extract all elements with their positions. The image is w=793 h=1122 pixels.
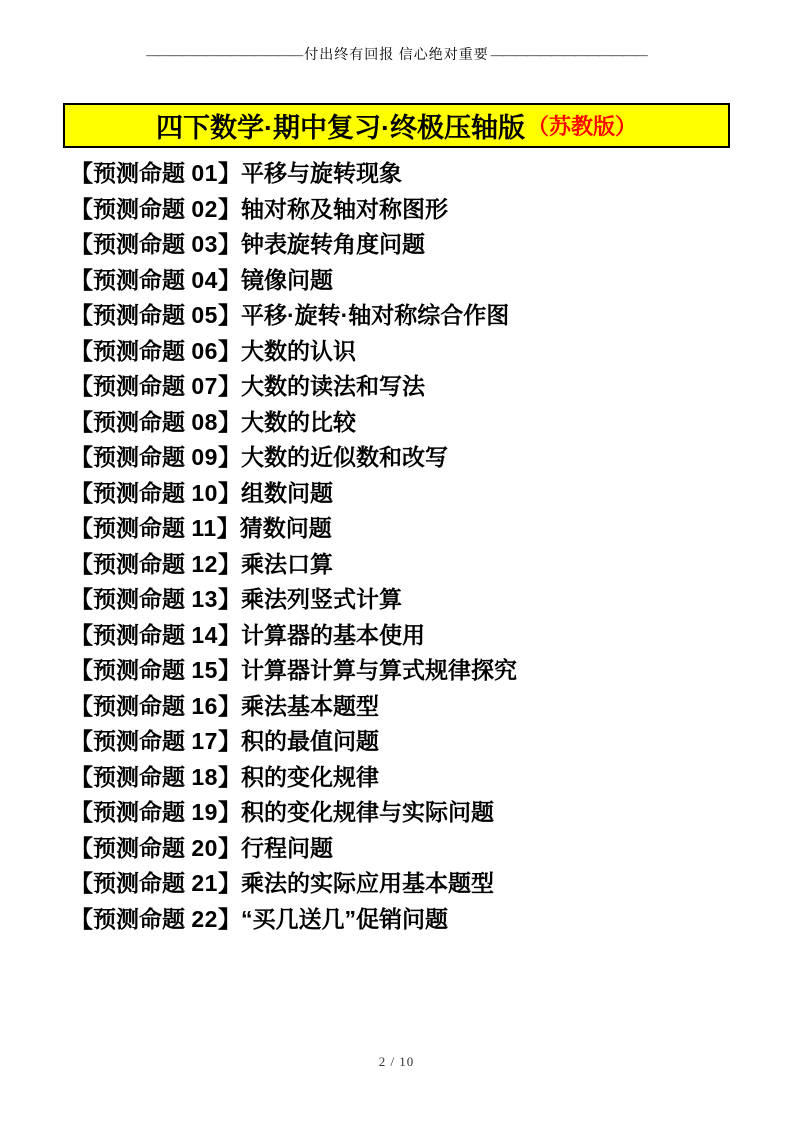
item-suffix: 】 (217, 266, 241, 293)
item-number: 13 (191, 586, 218, 612)
item-topic: 猜数问题 (239, 515, 332, 541)
item-suffix: 】 (217, 337, 241, 364)
item-prefix: 【预测命题 (70, 302, 192, 328)
list-item (70, 156, 770, 192)
list-item (70, 405, 770, 441)
page-number: 2 / 10 (378, 1054, 415, 1069)
item-prefix: 【预测命题 (70, 231, 192, 257)
item-number: 20 (191, 834, 218, 861)
item-suffix: 】 (217, 799, 241, 825)
item-topic: 乘法口算 (240, 550, 333, 577)
list-item (70, 618, 770, 654)
page-title-edition: （苏教版） (526, 114, 637, 139)
item-number: 04 (191, 266, 218, 293)
item-topic: 乘法基本题型 (240, 692, 379, 719)
item-prefix: 【预测命题 (70, 195, 192, 222)
item-number: 17 (191, 728, 218, 754)
item-topic: 行程问题 (240, 834, 333, 861)
title-banner (63, 103, 730, 148)
item-suffix: 】 (216, 515, 240, 541)
header-text: 付出终有回报 信心绝对重要 (304, 48, 489, 63)
list-item (70, 724, 770, 760)
item-suffix: 】 (217, 160, 241, 186)
item-suffix: 】 (217, 870, 241, 896)
item-topic: 平移与旋转现象 (240, 160, 402, 186)
page-footer (0, 1054, 793, 1070)
item-number: 03 (191, 231, 218, 257)
item-number: 19 (191, 799, 218, 825)
item-topic: 积的最值问题 (240, 728, 379, 754)
item-suffix: 】 (217, 621, 241, 648)
item-suffix: 】 (217, 905, 241, 932)
list-item (70, 511, 770, 547)
item-number: 09 (191, 444, 218, 470)
item-topic: 乘法列竖式计算 (240, 586, 402, 612)
item-number: 21 (191, 870, 218, 896)
item-number: 10 (191, 479, 218, 506)
item-number: 07 (191, 373, 218, 399)
item-suffix: 】 (217, 728, 241, 754)
item-topic: 大数的比较 (240, 408, 356, 435)
item-suffix: 】 (217, 763, 241, 790)
item-number: 14 (191, 621, 218, 648)
item-suffix: 】 (217, 479, 241, 506)
item-suffix: 】 (217, 586, 241, 612)
item-suffix: 】 (217, 373, 241, 399)
item-prefix: 【预测命题 (70, 799, 192, 825)
item-topic: 轴对称及轴对称图形 (240, 195, 448, 222)
page-header (0, 44, 793, 64)
item-prefix: 【预测命题 (70, 408, 192, 435)
list-item (70, 192, 770, 228)
list-item (70, 653, 770, 689)
item-number: 11 (191, 515, 217, 541)
item-prefix: 【预测命题 (70, 266, 192, 293)
item-suffix: 】 (217, 692, 241, 719)
item-number: 16 (191, 692, 218, 719)
item-topic: 大数的认识 (240, 337, 356, 364)
list-item (70, 334, 770, 370)
item-topic: 大数的读法和写法 (240, 373, 425, 399)
item-prefix: 【预测命题 (70, 657, 192, 683)
item-prefix: 【预测命题 (70, 763, 192, 790)
item-topic: 大数的近似数和改写 (240, 444, 448, 470)
item-suffix: 】 (217, 195, 241, 222)
item-topic: 乘法的实际应用基本题型 (240, 870, 494, 896)
list-item (70, 795, 770, 831)
item-prefix: 【预测命题 (70, 621, 192, 648)
list-item (70, 902, 770, 938)
item-prefix: 【预测命题 (70, 515, 192, 541)
header-rule-right: ————————————— (490, 47, 647, 62)
item-number: 22 (191, 905, 218, 932)
item-suffix: 】 (217, 408, 241, 435)
item-prefix: 【预测命题 (70, 444, 192, 470)
list-item (70, 263, 770, 299)
item-prefix: 【预测命题 (70, 586, 192, 612)
list-item (70, 227, 770, 263)
item-number: 08 (191, 408, 218, 435)
item-suffix: 】 (217, 550, 241, 577)
item-prefix: 【预测命题 (70, 905, 192, 932)
item-prefix: 【预测命题 (70, 870, 192, 896)
item-topic: 平移·旋转·轴对称综合作图 (240, 302, 510, 328)
item-topic: “买几送几”促销问题 (240, 905, 448, 932)
item-suffix: 】 (217, 231, 241, 257)
item-number: 06 (191, 337, 218, 364)
item-suffix: 】 (217, 657, 241, 683)
item-prefix: 【预测命题 (70, 728, 192, 754)
list-item (70, 582, 770, 618)
item-suffix: 】 (217, 302, 241, 328)
item-topic: 积的变化规律 (240, 763, 379, 790)
list-item (70, 831, 770, 867)
item-topic: 镜像问题 (240, 266, 333, 293)
item-number: 05 (191, 302, 218, 328)
item-prefix: 【预测命题 (70, 834, 192, 861)
item-topic: 计算器计算与算式规律探究 (240, 657, 517, 683)
item-number: 02 (191, 195, 218, 222)
item-prefix: 【预测命题 (70, 337, 192, 364)
item-topic: 计算器的基本使用 (240, 621, 425, 648)
list-item (70, 369, 770, 405)
list-item (70, 866, 770, 902)
item-number: 01 (191, 160, 218, 186)
list-item (70, 476, 770, 512)
item-prefix: 【预测命题 (70, 160, 192, 186)
item-topic: 组数问题 (240, 479, 333, 506)
item-number: 12 (191, 550, 218, 577)
item-prefix: 【预测命题 (70, 373, 192, 399)
item-prefix: 【预测命题 (70, 692, 192, 719)
list-item (70, 298, 770, 334)
item-prefix: 【预测命题 (70, 550, 192, 577)
topic-list (70, 156, 770, 937)
item-suffix: 】 (217, 834, 241, 861)
header-rule-left: ————————————— (146, 47, 303, 62)
item-topic: 钟表旋转角度问题 (240, 231, 425, 257)
list-item (70, 689, 770, 725)
item-prefix: 【预测命题 (70, 479, 192, 506)
item-number: 15 (191, 657, 218, 683)
item-suffix: 】 (217, 444, 241, 470)
item-number: 18 (191, 763, 218, 790)
list-item (70, 760, 770, 796)
item-topic: 积的变化规律与实际问题 (240, 799, 494, 825)
page-title: 四下数学·期中复习·终极压轴版 (156, 113, 525, 143)
list-item (70, 547, 770, 583)
list-item (70, 440, 770, 476)
